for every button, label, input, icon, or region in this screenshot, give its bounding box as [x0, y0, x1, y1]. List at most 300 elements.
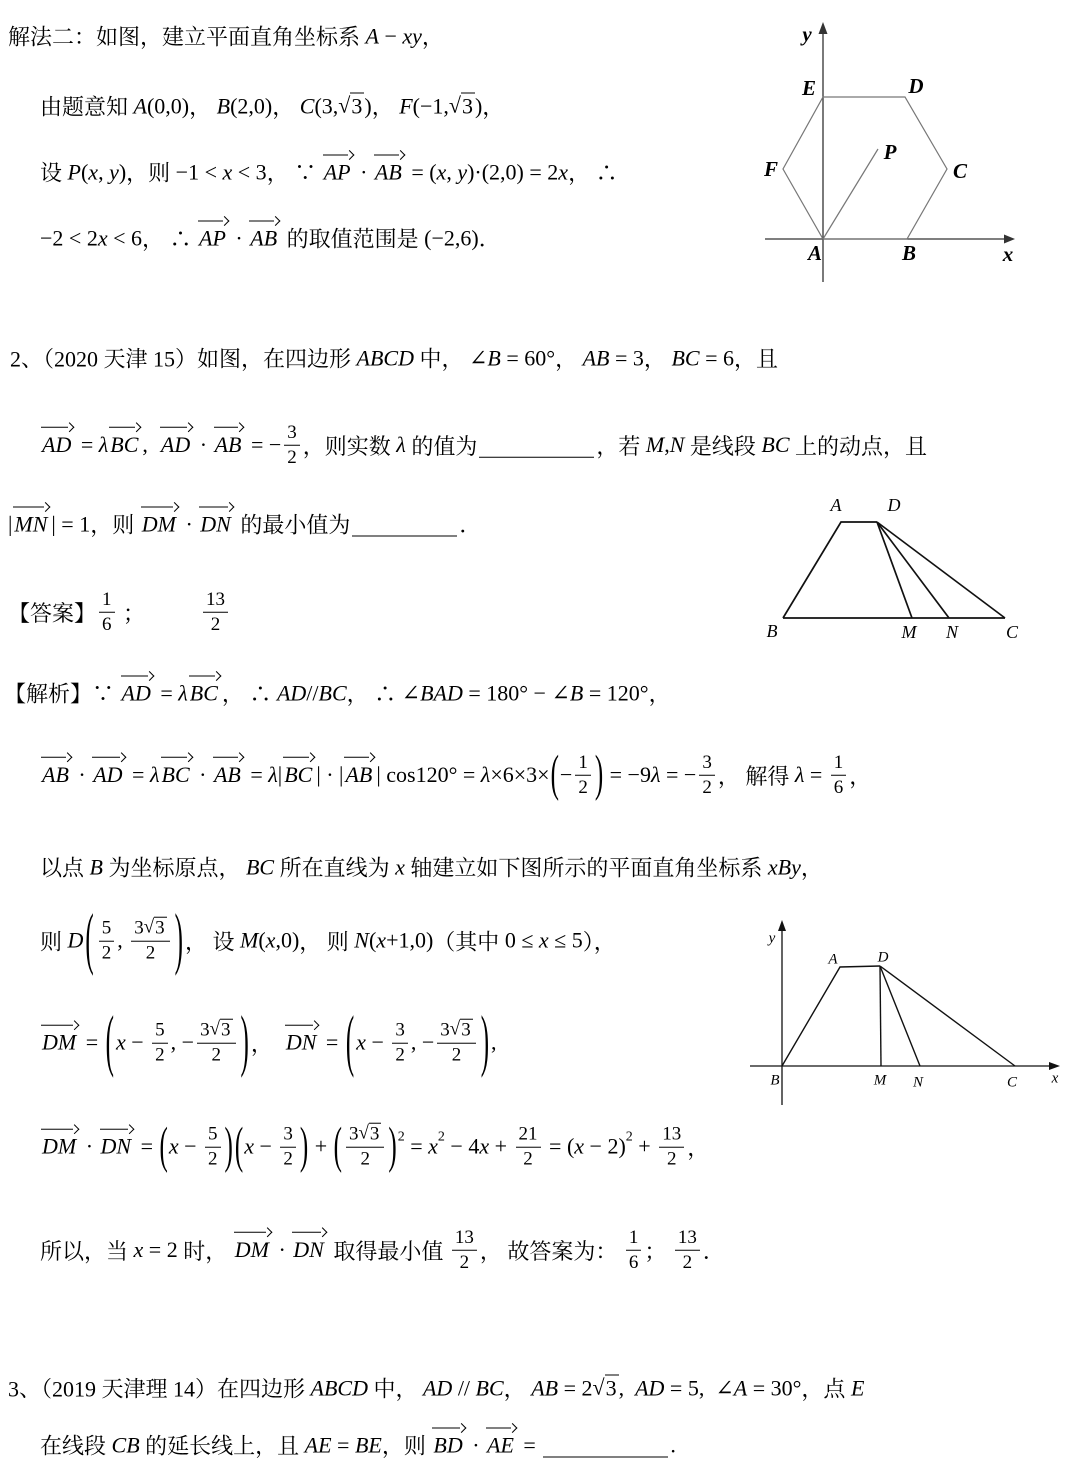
- vector-AP: AP: [323, 159, 351, 184]
- label-D: D: [887, 495, 901, 516]
- text: 在线段: [40, 1433, 112, 1459]
- text: ，: [272, 94, 300, 120]
- text: ， ∴: [568, 160, 618, 186]
- vector-AB: AB: [250, 225, 278, 250]
- vector-AB: AB: [213, 762, 241, 787]
- numerator: 3: [280, 1123, 296, 1148]
- text: ，若: [596, 433, 646, 459]
- math-roman: =: [517, 1432, 542, 1457]
- math-roman: = 180° − ∠: [462, 680, 570, 705]
- denominator: 6: [102, 613, 112, 635]
- math-italic: y: [109, 159, 119, 184]
- numerator: 5: [205, 1123, 221, 1148]
- math-roman: ·: [193, 762, 212, 787]
- text: ， 故答案为：: [479, 1238, 623, 1264]
- answer-line: [8, 588, 231, 637]
- math-italic: x: [428, 1133, 438, 1159]
- numerator: 3: [284, 421, 300, 446]
- math-roman: 3: [134, 917, 144, 939]
- math-roman: | cos120° =: [376, 762, 481, 787]
- numerator: 1: [575, 751, 591, 776]
- denominator: 2: [208, 1148, 218, 1170]
- radical-sign: √: [448, 92, 461, 118]
- vector-BD: BD: [433, 1432, 463, 1457]
- label-y: y: [768, 930, 776, 947]
- paren-close: ): [240, 1005, 249, 1080]
- math-italic: ABCD: [310, 1375, 368, 1400]
- label-A: A: [830, 495, 842, 516]
- coordinate-trapezoid-figure: [750, 915, 1065, 1107]
- text: ，: [648, 681, 671, 707]
- math-roman: 3: [440, 1019, 450, 1041]
- numerator: 13: [452, 1226, 477, 1251]
- hexagon-shape: [783, 97, 947, 239]
- solution2-line-2: [40, 91, 504, 122]
- superscript: 2: [397, 1129, 405, 1145]
- text: 的最小值为: [234, 512, 351, 538]
- math-roman: −: [253, 1133, 278, 1159]
- label-N: N: [912, 1074, 924, 1091]
- text: ，: [189, 94, 217, 120]
- numerator: 5: [152, 1019, 168, 1044]
- vector-AD: AD: [121, 680, 151, 705]
- math-roman: +: [632, 1133, 657, 1159]
- math-roman: =: [75, 432, 99, 457]
- text: ，点: [801, 1376, 851, 1402]
- math-italic: λ: [98, 432, 109, 457]
- math-italic: x: [356, 1029, 366, 1055]
- math-italic: AB: [531, 1375, 559, 1400]
- fraction: [575, 751, 591, 800]
- math-italic: AE: [304, 1432, 332, 1457]
- problem3-statement-1: [8, 1373, 864, 1404]
- vector-AB: AB: [214, 432, 242, 457]
- fraction: [131, 917, 169, 966]
- vector-AD: AD: [42, 432, 72, 457]
- math-roman: ,: [618, 1375, 636, 1400]
- math-italic: B: [216, 93, 231, 118]
- math-roman: )·(2,0) = 2: [467, 159, 559, 184]
- analysis-conclusion: [40, 1226, 725, 1275]
- math-roman: (: [258, 927, 266, 953]
- math-italic: x: [168, 1133, 179, 1159]
- math-roman: (3,: [314, 93, 339, 118]
- math-italic: B: [487, 345, 501, 370]
- math-roman: −: [559, 762, 573, 787]
- y-axis-arrow: [778, 920, 786, 931]
- radical-sign: √: [592, 1374, 605, 1400]
- radicand: 3: [605, 1375, 617, 1401]
- fraction: [392, 1019, 408, 1068]
- math-roman: , −: [410, 1029, 435, 1055]
- label-y: y: [802, 21, 812, 46]
- square-root: [449, 92, 475, 119]
- radical-sign: √: [338, 92, 351, 118]
- label-F: F: [763, 156, 779, 181]
- square-root: [358, 1123, 381, 1147]
- math-roman: = 120°: [583, 680, 649, 705]
- problem2-statement-2: [40, 421, 927, 470]
- math-roman: = 30°: [747, 1375, 802, 1400]
- numerator: 1: [99, 588, 115, 613]
- vector-BC: BC: [189, 680, 218, 705]
- denominator: 2: [287, 446, 297, 468]
- math-roman: (0,0): [146, 93, 190, 118]
- math-italic: ABCD: [356, 345, 414, 370]
- math-italic: AD: [276, 680, 307, 705]
- paren-open: (: [159, 1119, 168, 1175]
- label-A: A: [807, 240, 823, 265]
- math-italic: x: [222, 159, 233, 184]
- paren-open: (: [345, 1005, 355, 1080]
- math-italic: P: [67, 159, 81, 184]
- math-roman: |: [8, 511, 13, 536]
- radicand: 3: [369, 1123, 380, 1145]
- text: 时，: [177, 1238, 233, 1264]
- math-roman: < 6: [107, 225, 143, 250]
- math-roman: =: [80, 1029, 104, 1055]
- label-x: x: [1051, 1070, 1059, 1087]
- math-roman: ·: [466, 1432, 486, 1457]
- vector-AB: AB: [42, 762, 69, 787]
- text: 所以，当: [40, 1238, 134, 1264]
- analysis-formula-1: [40, 747, 872, 803]
- text: ．: [478, 226, 501, 252]
- fraction: [99, 588, 115, 637]
- math-roman: ,: [117, 927, 129, 953]
- label-E: E: [801, 75, 817, 100]
- fraction: [675, 1226, 700, 1275]
- math-roman: +1,0): [386, 927, 434, 953]
- text: 的值为: [405, 433, 478, 459]
- denominator: 2: [578, 776, 588, 798]
- text: ，: [421, 24, 444, 50]
- math-italic: λ: [794, 762, 805, 787]
- label-D: D: [908, 73, 924, 98]
- label-C: C: [1005, 622, 1019, 643]
- fraction: [831, 751, 847, 800]
- text: ，: [687, 1135, 710, 1161]
- math-roman: ；: [117, 600, 146, 626]
- math-roman: | = 1: [51, 511, 91, 536]
- paren-close: ): [299, 1119, 309, 1175]
- math-italic: BAD: [420, 680, 463, 705]
- solution2-line-3: [40, 157, 618, 188]
- vector-MN: MN: [14, 511, 48, 536]
- text: ， ∴: [221, 681, 277, 707]
- numerator: 1: [831, 751, 847, 776]
- math-roman: |: [277, 762, 283, 787]
- vector-BC: BC: [161, 762, 190, 787]
- math-roman: =: [804, 762, 828, 787]
- math-italic: x: [376, 927, 387, 953]
- text: ， 设: [185, 929, 241, 955]
- fraction: [346, 1123, 384, 1172]
- text: ， ∴: [346, 681, 402, 707]
- text: 2、（2020 天津 15）如图，在四边形: [10, 346, 357, 372]
- math-italic: AD: [635, 1375, 665, 1400]
- math-roman: = (: [543, 1133, 575, 1159]
- math-italic: λ: [480, 762, 491, 787]
- fraction: [699, 751, 715, 800]
- text: ，: [800, 855, 823, 881]
- fraction: [284, 421, 300, 470]
- text: ，: [555, 346, 583, 372]
- math-italic: BC: [245, 854, 275, 879]
- math-roman: ,: [98, 159, 110, 184]
- text: 中，: [367, 1376, 423, 1402]
- math-italic: AD: [422, 1375, 453, 1400]
- label-C: C: [952, 158, 968, 183]
- text: ，则: [126, 160, 176, 186]
- y-axis-arrow: [819, 22, 828, 34]
- math-roman: ∠: [401, 680, 421, 705]
- math-roman: = −9: [604, 762, 651, 787]
- math-italic: A: [733, 1375, 748, 1400]
- math-roman: = 6: [699, 345, 734, 370]
- denominator: 2: [682, 1251, 693, 1273]
- math-roman: =: [331, 1432, 355, 1457]
- denominator: 2: [451, 1044, 462, 1066]
- math-roman: =: [154, 680, 179, 705]
- paren-close: ): [594, 747, 604, 803]
- math-roman: //: [306, 680, 319, 705]
- radicand: 3: [351, 93, 363, 119]
- label-P: P: [883, 139, 897, 164]
- problem2-statement-1: [10, 343, 778, 374]
- answer-blank: [543, 1457, 668, 1458]
- analysis-line-2: [40, 852, 823, 883]
- text: ．: [702, 1238, 725, 1264]
- math-roman: ≤ 5: [548, 927, 583, 953]
- denominator: 2: [702, 776, 712, 798]
- square-root: [450, 1019, 473, 1043]
- vector-DM: DM: [42, 1133, 77, 1159]
- label-C: C: [1006, 1074, 1018, 1091]
- math-italic: x: [265, 927, 276, 953]
- text: 中，: [413, 346, 469, 372]
- vector-BC: BC: [284, 762, 313, 787]
- numerator: [437, 1019, 475, 1044]
- text: ， 则: [299, 929, 355, 955]
- label-N: N: [945, 622, 959, 643]
- denominator: 2: [101, 942, 112, 964]
- edge-BAD: [782, 966, 880, 1066]
- text: 【答案】: [8, 600, 97, 626]
- superscript: 2: [625, 1129, 633, 1145]
- math-roman: −1 <: [175, 159, 223, 184]
- analysis-formula-2: [40, 1005, 497, 1080]
- math-roman: =: [126, 762, 150, 787]
- text: 所在直线为: [274, 855, 396, 881]
- vector-AP: AP: [199, 225, 226, 250]
- math-roman: −: [365, 1029, 390, 1055]
- paren-close: ): [224, 1119, 233, 1175]
- fraction: [152, 1019, 168, 1068]
- vector-AB: AB: [345, 762, 373, 787]
- math-roman: .: [670, 1432, 676, 1457]
- math-italic: BC: [671, 345, 700, 370]
- fraction: [280, 1123, 296, 1172]
- math-italic: λ: [178, 680, 188, 705]
- text: ，: [371, 94, 400, 120]
- fraction: [205, 1123, 221, 1172]
- math-italic: x: [395, 854, 405, 879]
- text: 轴建立如下图所示的平面直角坐标系: [404, 855, 768, 881]
- fraction: [452, 1226, 477, 1275]
- math-roman: ): [118, 159, 127, 184]
- math-italic: x: [436, 159, 447, 184]
- paren-open: (: [550, 747, 559, 803]
- math-roman: ∠: [468, 345, 488, 370]
- text: ，则: [90, 512, 140, 538]
- radicand: 3: [221, 1019, 231, 1041]
- math-italic: xy: [402, 23, 422, 48]
- numerator: 3: [699, 751, 715, 776]
- radicand: 3: [461, 93, 473, 119]
- math-roman: (2,0): [230, 93, 273, 118]
- math-italic: F: [399, 93, 413, 118]
- math-roman: ): [474, 93, 483, 118]
- math-italic: E: [850, 1375, 865, 1400]
- text: ，则: [381, 1433, 432, 1459]
- numerator: 13: [659, 1123, 684, 1148]
- text: ， ∴: [142, 226, 198, 252]
- denominator: 2: [145, 942, 156, 964]
- vector-AE: AE: [487, 1432, 514, 1457]
- math-roman: (−1,: [412, 93, 449, 118]
- math-italic: x: [97, 225, 108, 250]
- vector-DN: DN: [293, 1237, 324, 1262]
- math-roman: − 4: [444, 1133, 480, 1159]
- paren-open: (: [234, 1119, 244, 1175]
- math-roman: ·: [194, 432, 213, 457]
- trapezoid-figure: [740, 490, 1040, 650]
- analysis-formula-3: [40, 1119, 710, 1175]
- vector-AD: AD: [160, 432, 191, 457]
- radical-sign: √: [449, 1018, 461, 1040]
- text: 是线段: [684, 433, 762, 459]
- math-italic: λ: [650, 762, 661, 787]
- numerator: [346, 1123, 384, 1148]
- vector-DM: DM: [234, 1237, 269, 1262]
- math-roman: ,: [491, 1029, 497, 1055]
- text: ．: [459, 512, 482, 538]
- text: 以点: [40, 855, 90, 881]
- square-root: [210, 1019, 233, 1043]
- vector-DN: DN: [100, 1133, 132, 1159]
- denominator: 2: [523, 1148, 533, 1170]
- numerator: [131, 917, 169, 942]
- denominator: 2: [283, 1148, 293, 1170]
- math-italic: λ: [396, 432, 406, 457]
- denominator: 2: [395, 1044, 405, 1066]
- segment-AP: [823, 149, 878, 239]
- math-italic: BC: [318, 680, 347, 705]
- label-A: A: [828, 951, 838, 968]
- text: 由题意知: [40, 94, 134, 120]
- label-M: M: [901, 622, 917, 643]
- text: 3、（2019 天津理 14）在四边形: [8, 1376, 311, 1402]
- math-roman: = −: [660, 762, 697, 787]
- math-roman: = 2: [143, 1237, 178, 1262]
- math-italic: D: [67, 927, 84, 953]
- text: ），: [582, 929, 616, 955]
- math-roman: −: [178, 1133, 203, 1159]
- edge-BAD: [783, 522, 877, 618]
- label-B: B: [770, 1072, 780, 1089]
- math-italic: A: [365, 23, 379, 48]
- math-roman: ·: [80, 1133, 99, 1159]
- math-roman: (: [80, 159, 89, 184]
- numerator: [197, 1019, 235, 1044]
- text: ，则实数: [302, 433, 397, 459]
- math-roman: −2 < 2: [40, 225, 98, 250]
- vector-DM: DM: [141, 511, 176, 536]
- solution2-line-1: [8, 21, 444, 52]
- numerator: 21: [516, 1123, 541, 1148]
- math-roman: =: [320, 1029, 344, 1055]
- math-roman: = 60°: [500, 345, 556, 370]
- fraction: [437, 1019, 475, 1068]
- math-italic: λ: [268, 762, 278, 787]
- denominator: 2: [211, 1044, 222, 1066]
- math-roman: ): [364, 93, 372, 118]
- vector-BC: BC: [110, 432, 139, 457]
- math-italic: C: [299, 93, 315, 118]
- text: ，: [849, 763, 872, 789]
- math-roman: 3: [200, 1019, 210, 1041]
- fraction: [516, 1123, 541, 1172]
- text: ， ∵: [266, 160, 322, 186]
- problem2-statement-3: [8, 509, 481, 540]
- math-italic: N: [669, 432, 685, 457]
- radical-sign: √: [209, 1018, 221, 1040]
- superscript: 2: [437, 1129, 445, 1145]
- numerator: 13: [203, 588, 228, 613]
- hexagon-figure: [763, 18, 1015, 286]
- text: ， 解得: [717, 763, 795, 789]
- math-roman: ,: [142, 432, 159, 457]
- text: ，: [250, 1031, 284, 1057]
- math-italic: B: [89, 854, 103, 879]
- math-roman: +: [489, 1133, 513, 1159]
- fraction: [203, 588, 228, 637]
- math-roman: ×6×3×: [490, 762, 550, 787]
- label-B: B: [901, 240, 917, 265]
- segment-DM: [880, 966, 881, 1066]
- vector-DN: DN: [285, 1029, 317, 1055]
- paren-close: ): [388, 1119, 397, 1175]
- radicand: 3: [461, 1019, 471, 1041]
- text: 解法二：如图，建立平面直角坐标系: [8, 24, 366, 50]
- math-roman: ,: [446, 159, 458, 184]
- denominator: 2: [210, 613, 221, 635]
- math-roman: | · |: [316, 762, 344, 787]
- square-root: [144, 917, 167, 941]
- math-roman: (: [368, 927, 377, 953]
- denominator: 6: [628, 1251, 639, 1273]
- math-roman: − 2): [584, 1133, 626, 1159]
- label-B: B: [766, 621, 778, 642]
- paren-open: (: [333, 1119, 342, 1175]
- math-roman: =: [404, 1133, 429, 1159]
- math-italic: y: [457, 159, 468, 184]
- numerator: 13: [675, 1226, 700, 1251]
- fraction: [197, 1019, 235, 1068]
- math-roman: , −: [170, 1029, 195, 1055]
- vector-DN: DN: [200, 511, 231, 536]
